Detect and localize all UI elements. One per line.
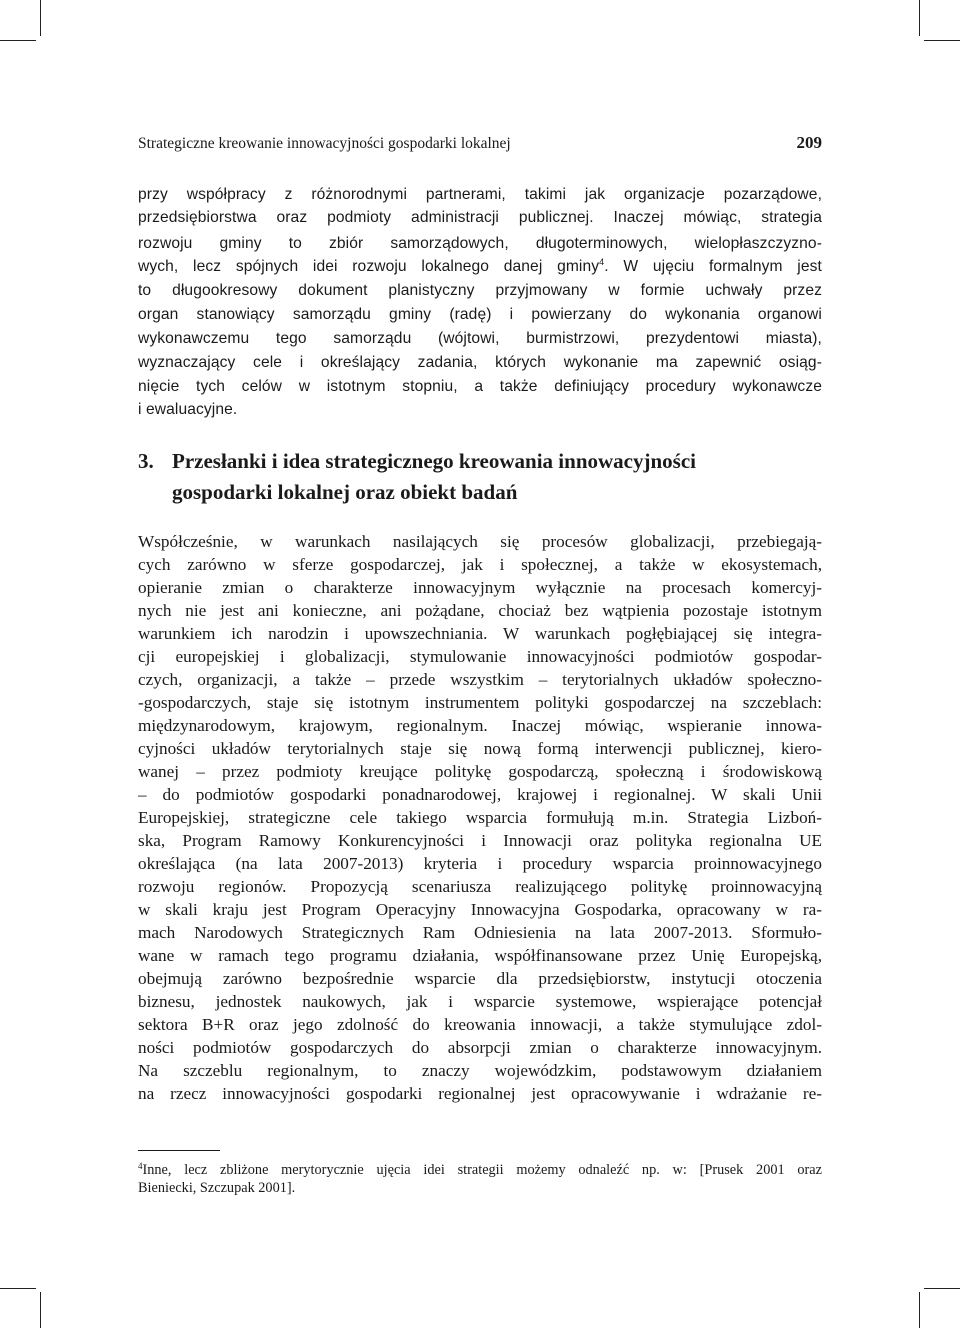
text-line: cych zarówno w sferze gospodarczej, jak i społecznej, a także w ekosystemach, [138, 555, 822, 574]
section-title: gospodarki lokalnej oraz obiekt badań [172, 480, 518, 504]
text-line: ska, Program Ramowy Konkurencyjności i Innowacji oraz polityka regionalna UE [138, 831, 822, 850]
text-line: na rzecz innowacyjności gospodarki regionalnej jest opracowywanie i wdrażanie re- [138, 1084, 822, 1103]
crop-mark [0, 1288, 36, 1289]
text-line: rozwoju gminy to zbiór samorządowych, długoterminowych, wielopłaszczyzno- [138, 235, 822, 252]
text-line: -gospodarczych, staje się istotnym instrumentem polityki gospodarczej na szczeblach: [138, 693, 822, 712]
text-line: przy współpracy z różnorodnymi partnerami, takimi jak organizacje pozarządowe, [138, 186, 822, 203]
text-line: sektora B+R oraz jego zdolność do kreowania innowacji, a także stymulujące zdol- [138, 1015, 822, 1034]
text-line: Współcześnie, w warunkach nasilających się procesów globalizacji, przebiegają- [138, 532, 822, 551]
text-line: i ewaluacyjne. [138, 401, 238, 418]
text-line: cji europejskiej i globalizacji, stymulowanie innowacyjności podmiotów gospodar- [138, 647, 822, 666]
footnote-line [138, 1156, 822, 1180]
text-line: cyjności układów terytorialnych staje się nową formą interwencji publicznej, kiero- [138, 739, 822, 758]
crop-mark [40, 1292, 41, 1328]
text-line: opieranie zmian o charakterze innowacyjnym wyłącznie na procesach komercyj- [138, 578, 822, 597]
text-line: określająca (na lata 2007-2013) kryteria i procedury wsparcia proinnowacyjnego [138, 854, 822, 873]
text-line: warunkiem ich narodzin i upowszechniania. W warunkach pogłębiającej się integra- [138, 624, 822, 643]
line-text-tail: . W ujęciu formalnym jest [604, 258, 822, 275]
text-line: nych nie jest ani konieczne, ani pożądane, chociaż bez wątpienia pozostaje istotnym [138, 601, 822, 620]
footnote-ref: 4 [599, 257, 605, 267]
running-head [138, 133, 822, 157]
text-line: obejmują zarówno bezpośrednie wsparcie dla przedsiębiorstw, instytucji otoczenia [138, 969, 822, 988]
text-line: mach Narodowych Strategicznych Ram Odniesienia na lata 2007-2013. Sformuło- [138, 923, 822, 942]
crop-mark [924, 1288, 960, 1289]
footnote-marker: 4 [138, 1161, 143, 1171]
crop-mark [919, 1292, 920, 1328]
text-line: wykonawczemu tego samorządu (wójtowi, burmistrzowi, prezydentowi miasta), [138, 330, 822, 347]
crop-mark [924, 40, 960, 41]
text-line: wyznaczający cele i określający zadania, których wykonanie ma zapewnić osiąg- [138, 354, 822, 371]
line-text: wych, lecz spójnych idei rozwoju lokalnego danej gminy [138, 258, 600, 275]
crop-mark [40, 0, 41, 36]
text-line: ności podmiotów gospodarczych do absorpcji zmian o charakterze innowacyjnym. [138, 1038, 822, 1057]
footnote-rule [138, 1150, 220, 1151]
running-title: Strategiczne kreowanie innowacyjności gospodarki lokalnej [138, 135, 511, 152]
crop-mark [919, 0, 920, 36]
footnote-line: Bieniecki, Szczupak 2001]. [138, 1180, 296, 1196]
section-title: Przesłanki i idea strategicznego kreowania innowacyjności [172, 449, 696, 473]
text-line: czych, organizacji, a także – przede wszystkim – terytorialnych układów społeczno- [138, 670, 822, 689]
text-line: Na szczeblu regionalnym, to znaczy wojewódzkim, podstawowym działaniem [138, 1061, 822, 1080]
text-line: wanej – przez podmioty kreujące politykę gospodarczą, społeczną i środowiskową [138, 762, 822, 781]
text-line: rozwoju regionów. Propozycją scenariusza realizującego politykę proinnowacyjną [138, 877, 822, 896]
text-line [138, 256, 822, 278]
text-line: biznesu, jednostek naukowych, jak i wsparcie systemowe, wspierające potencjał [138, 992, 822, 1011]
text-line: przedsiębiorstwa oraz podmioty administracji publicznej. Inaczej mówiąc, strategia [138, 209, 822, 226]
text-line: to długookresowy dokument planistyczny przyjmowany w formie uchwały przez [138, 282, 822, 299]
crop-mark [0, 40, 36, 41]
text-line: w skali kraju jest Program Operacyjny Innowacyjna Gospodarka, opracowany w ra- [138, 900, 822, 919]
text-line: wane w ramach tego programu działania, współfinansowane przez Unię Europejską, [138, 946, 822, 965]
text-line: organ stanowiący samorządu gminy (radę) i powierzany do wykonania organowi [138, 306, 822, 323]
text-line: międzynarodowym, krajowym, regionalnym. Inaczej mówiąc, wspieranie innowa- [138, 716, 822, 735]
footnote-text: Inne, lecz zbliżone merytorycznie ujęcia idei strategii możemy odnaleźć np. w: [Prusek 2001 oraz [142, 1162, 822, 1178]
text-line: Europejskiej, strategiczne cele takiego wsparcia formułują m.in. Strategia Lizboń- [138, 808, 822, 827]
page-number: 209 [796, 133, 822, 152]
text-line: – do podmiotów gospodarki ponadnarodowej, krajowej i regionalnej. W skali Unii [138, 785, 822, 804]
section-number: 3. [138, 449, 154, 473]
text-line: nięcie tych celów w istotnym stopniu, a także definiujący procedury wykonawcze [138, 378, 822, 395]
